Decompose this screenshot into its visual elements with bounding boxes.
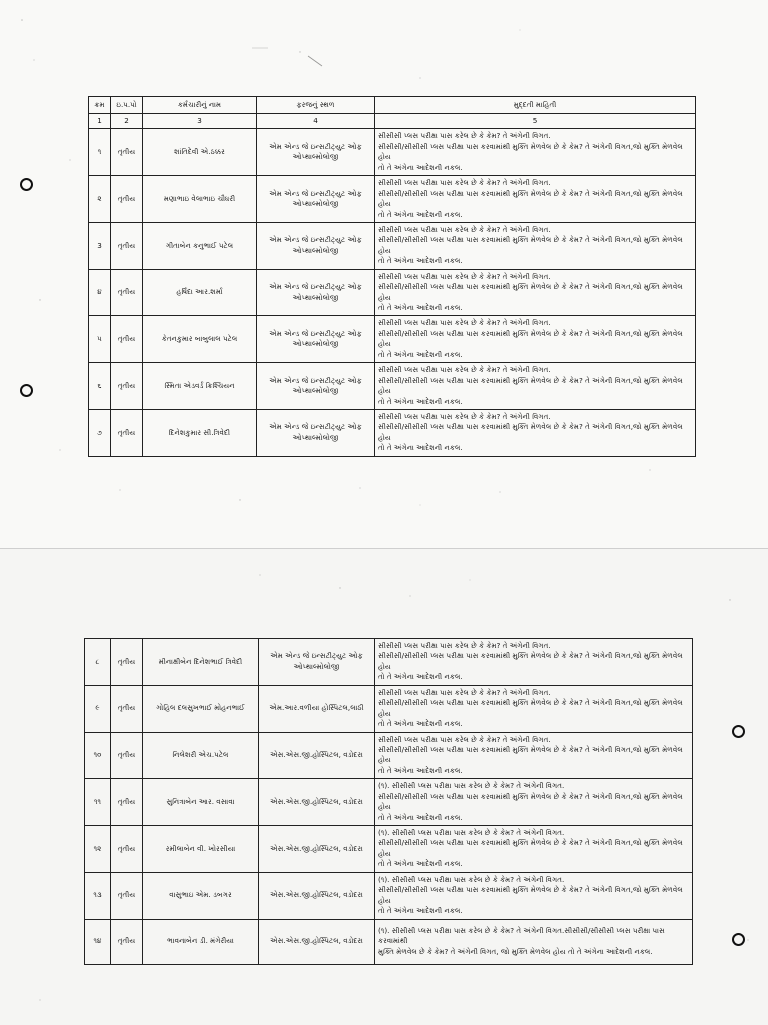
duty-place-cell: એમ એન્ડ જે ઇન્સટીટ્યુટ ઓફ ઓપ્થાલ્મોલોજી <box>259 639 375 686</box>
serial-cell: ૧૪ <box>85 919 111 964</box>
employee-name-cell: દિનેશકુમાર સી.ત્રિવેદી <box>143 409 257 456</box>
table-row <box>89 269 696 316</box>
column-number-row <box>89 114 696 129</box>
table-row <box>85 919 693 964</box>
serial-cell: ૧૧ <box>85 779 111 826</box>
grade-cell: તૃતીય <box>111 363 143 410</box>
detail-cell: સીસીસી પ્લસ પરીક્ષા પાસ કરેલ છે કે કેમ? તે અંગેની વિગત. સીસીસી/સીસીસી પ્લસ પરીક્ષા પાસ કરવામાંથી મુક્તિ મેળવેલ છે કે કેમ? તે અંગેની વિગત,જો મુક્તિ મેળવેલ હોય તો તે અંગેના આદેશની નકલ. <box>375 269 696 316</box>
grade-cell: તૃતીય <box>111 779 143 826</box>
header-detail: મુદ્દતી માહિતી <box>375 97 696 114</box>
header-grade: ઇ.પ.પો <box>111 97 143 114</box>
table-row <box>85 685 693 732</box>
table-body <box>89 129 696 456</box>
serial-cell: ૪ <box>89 269 111 316</box>
employee-name-cell: વાસુભાઇ એમ. ડબગર <box>143 872 259 919</box>
table-row <box>85 826 693 873</box>
duty-place-cell: એમ એન્ડ જે ઇન્સટીટ્યુટ ઓફ ઓપ્થાલ્મોલોજી <box>257 129 375 176</box>
punch-hole-marker <box>20 178 33 191</box>
header-serial: ક્રમ <box>89 97 111 114</box>
duty-place-cell: એસ.એસ.જી.હોસ્પિટલ, વડોદરા <box>259 919 375 964</box>
table-body <box>85 639 693 965</box>
table-row <box>85 872 693 919</box>
punch-hole-marker <box>20 384 33 397</box>
duty-place-cell: એમ.આર.વળીયા હોસ્પિટલ,લાઠી <box>259 685 375 732</box>
detail-cell: સીસીસી પ્લસ પરીક્ષા પાસ કરેલ છે કે કેમ? તે અંગેની વિગત. સીસીસી/સીસીસી પ્લસ પરીક્ષા પાસ કરવામાંથી મુક્તિ મેળવેલ છે કે કેમ? તે અંગેની વિગત,જો મુક્તિ મેળવેલ હોય તો તે અંગેના આદેશની નકલ. <box>375 176 696 223</box>
duty-place-cell: એમ એન્ડ જે ઇન્સટીટ્યુટ ઓફ ઓપ્થાલ્મોલોજી <box>257 269 375 316</box>
grade-cell: તૃતીય <box>111 316 143 363</box>
table-row <box>85 732 693 779</box>
employee-name-cell: મણાભાઇ વેલાભાઇ ચૌધરી <box>143 176 257 223</box>
detail-cell: સીસીસી પ્લસ પરીક્ષા પાસ કરેલ છે કે કેમ? તે અંગેની વિગત. સીસીસી/સીસીસી પ્લસ પરીક્ષા પાસ કરવામાંથી મુક્તિ મેળવેલ છે કે કેમ? તે અંગેની વિગત,જો મુક્તિ મેળવેલ હોય તો તે અંગેના આદેશની નકલ. <box>375 732 693 779</box>
serial-cell: ૮ <box>85 639 111 686</box>
duty-place-cell: એમ એન્ડ જે ઇન્સટીટ્યુટ ઓફ ઓપ્થાલ્મોલોજી <box>257 316 375 363</box>
detail-cell: સીસીસી પ્લસ પરીક્ષા પાસ કરેલ છે કે કેમ? તે અંગેની વિગત. સીસીસી/સીસીસી પ્લસ પરીક્ષા પાસ કરવામાંથી મુક્તિ મેળવેલ છે કે કેમ? તે અંગેની વિગત,જો મુક્તિ મેળવેલ હોય તો તે અંગેના આદેશની નકલ. <box>375 409 696 456</box>
detail-cell: સીસીસી પ્લસ પરીક્ષા પાસ કરેલ છે કે કેમ? તે અંગેની વિગત. સીસીસી/સીસીસી પ્લસ પરીક્ષા પાસ કરવામાંથી મુક્તિ મેળવેલ છે કે કેમ? તે અંગેની વિગત,જો મુક્તિ મેળવેલ હોય તો તે અંગેના આદેશની નકલ. <box>375 316 696 363</box>
punch-hole-marker <box>732 725 745 738</box>
serial-cell: 3 <box>89 222 111 269</box>
serial-cell: ૧૩ <box>85 872 111 919</box>
column-number: 2 <box>111 114 143 129</box>
table-row <box>85 639 693 686</box>
employee-name-cell: સુનિત્રાબેન આર. વસાવા <box>143 779 259 826</box>
serial-cell: ૬ <box>89 363 111 410</box>
grade-cell: તૃતીય <box>111 685 143 732</box>
employee-name-cell: શાંતિદેવી એ.ઠક્કર <box>143 129 257 176</box>
grade-cell: તૃતીય <box>111 222 143 269</box>
employee-name-cell: કેતનકુમાર બાબુલાલ પટેલ <box>143 316 257 363</box>
detail-cell: (૧). સીસીસી પ્લસ પરીક્ષા પાસ કરેલ છે કે કેમ? તે અંગેની વિગત. સીસીસી/સીસીસી પ્લસ પરીક્ષા પાસ કરવામાંથી મુક્તિ મેળવેલ છે કે કેમ? તે અંગેની વિગત,જો મુક્તિ મેળવેલ હોય તો તે અંગેના આદેશની નકલ. <box>375 779 693 826</box>
grade-cell: તૃતીય <box>111 176 143 223</box>
table-row <box>89 363 696 410</box>
duty-place-cell: એસ.એસ.જી.હોસ્પિટલ, વડોદરા <box>259 779 375 826</box>
table-row <box>89 316 696 363</box>
serial-cell: ૧૦ <box>85 732 111 779</box>
column-number: 4 <box>257 114 375 129</box>
employee-table-page-1 <box>88 96 696 457</box>
table-row <box>89 129 696 176</box>
header-employee-name: કર્મચારીનું નામ <box>143 97 257 114</box>
duty-place-cell: એમ એન્ડ જે ઇન્સટીટ્યુટ ઓફ ઓપ્થાલ્મોલોજી <box>257 363 375 410</box>
duty-place-cell: એમ એન્ડ જે ઇન્સટીટ્યુટ ઓફ ઓપ્થાલ્મોલોજી <box>257 222 375 269</box>
grade-cell: તૃતીય <box>111 409 143 456</box>
employee-table-page-2 <box>84 638 693 965</box>
grade-cell: તૃતીય <box>111 269 143 316</box>
serial-cell: ૯ <box>85 685 111 732</box>
employee-name-cell: નિલેશરી એચ.પટેલ <box>143 732 259 779</box>
serial-cell: ૨ <box>89 176 111 223</box>
detail-cell: સીસીસી પ્લસ પરીક્ષા પાસ કરેલ છે કે કેમ? તે અંગેની વિગત. સીસીસી/સીસીસી પ્લસ પરીક્ષા પાસ કરવામાંથી મુક્તિ મેળવેલ છે કે કેમ? તે અંગેની વિગત,જો મુક્તિ મેળવેલ હોય તો તે અંગેના આદેશની નકલ. <box>375 363 696 410</box>
serial-cell: ૫ <box>89 316 111 363</box>
detail-cell: સીસીસી પ્લસ પરીક્ષા પાસ કરેલ છે કે કેમ? તે અંગેની વિગત. સીસીસી/સીસીસી પ્લસ પરીક્ષા પાસ કરવામાંથી મુક્તિ મેળવેલ છે કે કેમ? તે અંગેની વિગત,જો મુક્તિ મેળવેલ હોય તો તે અંગેના આદેશની નકલ. <box>375 685 693 732</box>
table-row <box>85 779 693 826</box>
table-row <box>89 176 696 223</box>
duty-place-cell: એમ એન્ડ જે ઇન્સટીટ્યુટ ઓફ ઓપ્થાલ્મોલોજી <box>257 176 375 223</box>
detail-cell: સીસીસી પ્લસ પરીક્ષા પાસ કરેલ છે કે કેમ? તે અંગેની વિગત. સીસીસી/સીસીસી પ્લસ પરીક્ષા પાસ કરવામાંથી મુક્તિ મેળવેલ છે કે કેમ? તે અંગેની વિગત,જો મુક્તિ મેળવેલ હોય તો તે અંગેના આદેશની નકલ. <box>375 639 693 686</box>
header-duty-place: ફરજનું સ્થળ <box>257 97 375 114</box>
serial-cell: ૧ <box>89 129 111 176</box>
grade-cell: તૃતીય <box>111 872 143 919</box>
column-number: 5 <box>375 114 696 129</box>
grade-cell: તૃતીય <box>111 826 143 873</box>
duty-place-cell: એસ.એસ.જી.હોસ્પિટલ, વડોદરા <box>259 872 375 919</box>
serial-cell: ૧૨ <box>85 826 111 873</box>
employee-name-cell: હર્ષિદા આર.શર્મા <box>143 269 257 316</box>
column-number: 1 <box>89 114 111 129</box>
table-header-row <box>89 97 696 114</box>
duty-place-cell: એસ.એસ.જી.હોસ્પિટલ, વડોદરા <box>259 826 375 873</box>
detail-cell: (૧). સીસીસી પ્લસ પરીક્ષા પાસ કરેલ છે કે કેમ? તે અંગેની વિગત. સીસીસી/સીસીસી પ્લસ પરીક્ષા પાસ કરવામાંથી મુક્તિ મેળવેલ છે કે કેમ? તે અંગેની વિગત,જો મુક્તિ મેળવેલ હોય તો તે અંગેના આદેશની નકલ. <box>375 872 693 919</box>
duty-place-cell: એસ.એસ.જી.હોસ્પિટલ, વડોદરા <box>259 732 375 779</box>
grade-cell: તૃતીય <box>111 732 143 779</box>
detail-cell: (૧). સીસીસી પ્લસ પરીક્ષા પાસ કરેલ છે કે કેમ? તે અંગેની વિગત.સીસીસી/સીસીસી પ્લસ પરીક્ષા પાસ કરવામાંથી મુક્તિ મેળવેલ છે કે કેમ? તે અંગેની વિગત, જો મુક્તિ મેળવેલ હોય તો તે અંગેના આદેશની નકલ. <box>375 919 693 964</box>
serial-cell: ૭ <box>89 409 111 456</box>
employee-name-cell: ગીતાબેન કનુભાઈ પટેલ <box>143 222 257 269</box>
table-row <box>89 409 696 456</box>
detail-cell: સીસીસી પ્લસ પરીક્ષા પાસ કરેલ છે કે કેમ? તે અંગેની વિગત. સીસીસી/સીસીસી પ્લસ પરીક્ષા પાસ કરવામાંથી મુક્તિ મેળવેલ છે કે કેમ? તે અંગેની વિગત,જો મુક્તિ મેળવેલ હોય તો તે અંગેના આદેશની નકલ. <box>375 129 696 176</box>
punch-hole-marker <box>732 933 745 946</box>
table-row <box>89 222 696 269</box>
employee-name-cell: ગોહિલ દલસુખભાઈ મોહનભાઈ <box>143 685 259 732</box>
employee-name-cell: સ્મિતા એડવર્ડ ક્રિશ્ચિયન <box>143 363 257 410</box>
employee-name-cell: રમીલાબેન વી. ખોરસીયા <box>143 826 259 873</box>
grade-cell: તૃતીય <box>111 639 143 686</box>
employee-name-cell: ભાવનાબેન ડી. મંગેરીયા <box>143 919 259 964</box>
detail-cell: સીસીસી પ્લસ પરીક્ષા પાસ કરેલ છે કે કેમ? તે અંગેની વિગત. સીસીસી/સીસીસી પ્લસ પરીક્ષા પાસ કરવામાંથી મુક્તિ મેળવેલ છે કે કેમ? તે અંગેની વિગત,જો મુક્તિ મેળવેલ હોય તો તે અંગેના આદેશની નકલ. <box>375 222 696 269</box>
column-number: 3 <box>143 114 257 129</box>
grade-cell: તૃતીય <box>111 129 143 176</box>
grade-cell: તૃતીય <box>111 919 143 964</box>
detail-cell: (૧). સીસીસી પ્લસ પરીક્ષા પાસ કરેલ છે કે કેમ? તે અંગેની વિગત. સીસીસી/સીસીસી પ્લસ પરીક્ષા પાસ કરવામાંથી મુક્તિ મેળવેલ છે કે કેમ? તે અંગેની વિગત,જો મુક્તિ મેળવેલ હોય તો તે અંગેના આદેશની નકલ. <box>375 826 693 873</box>
employee-name-cell: મીનાક્ષીબેન દિનેશભાઈ ત્રિવેદી <box>143 639 259 686</box>
duty-place-cell: એમ એન્ડ જે ઇન્સટીટ્યુટ ઓફ ઓપ્થાલ્મોલોજી <box>257 409 375 456</box>
